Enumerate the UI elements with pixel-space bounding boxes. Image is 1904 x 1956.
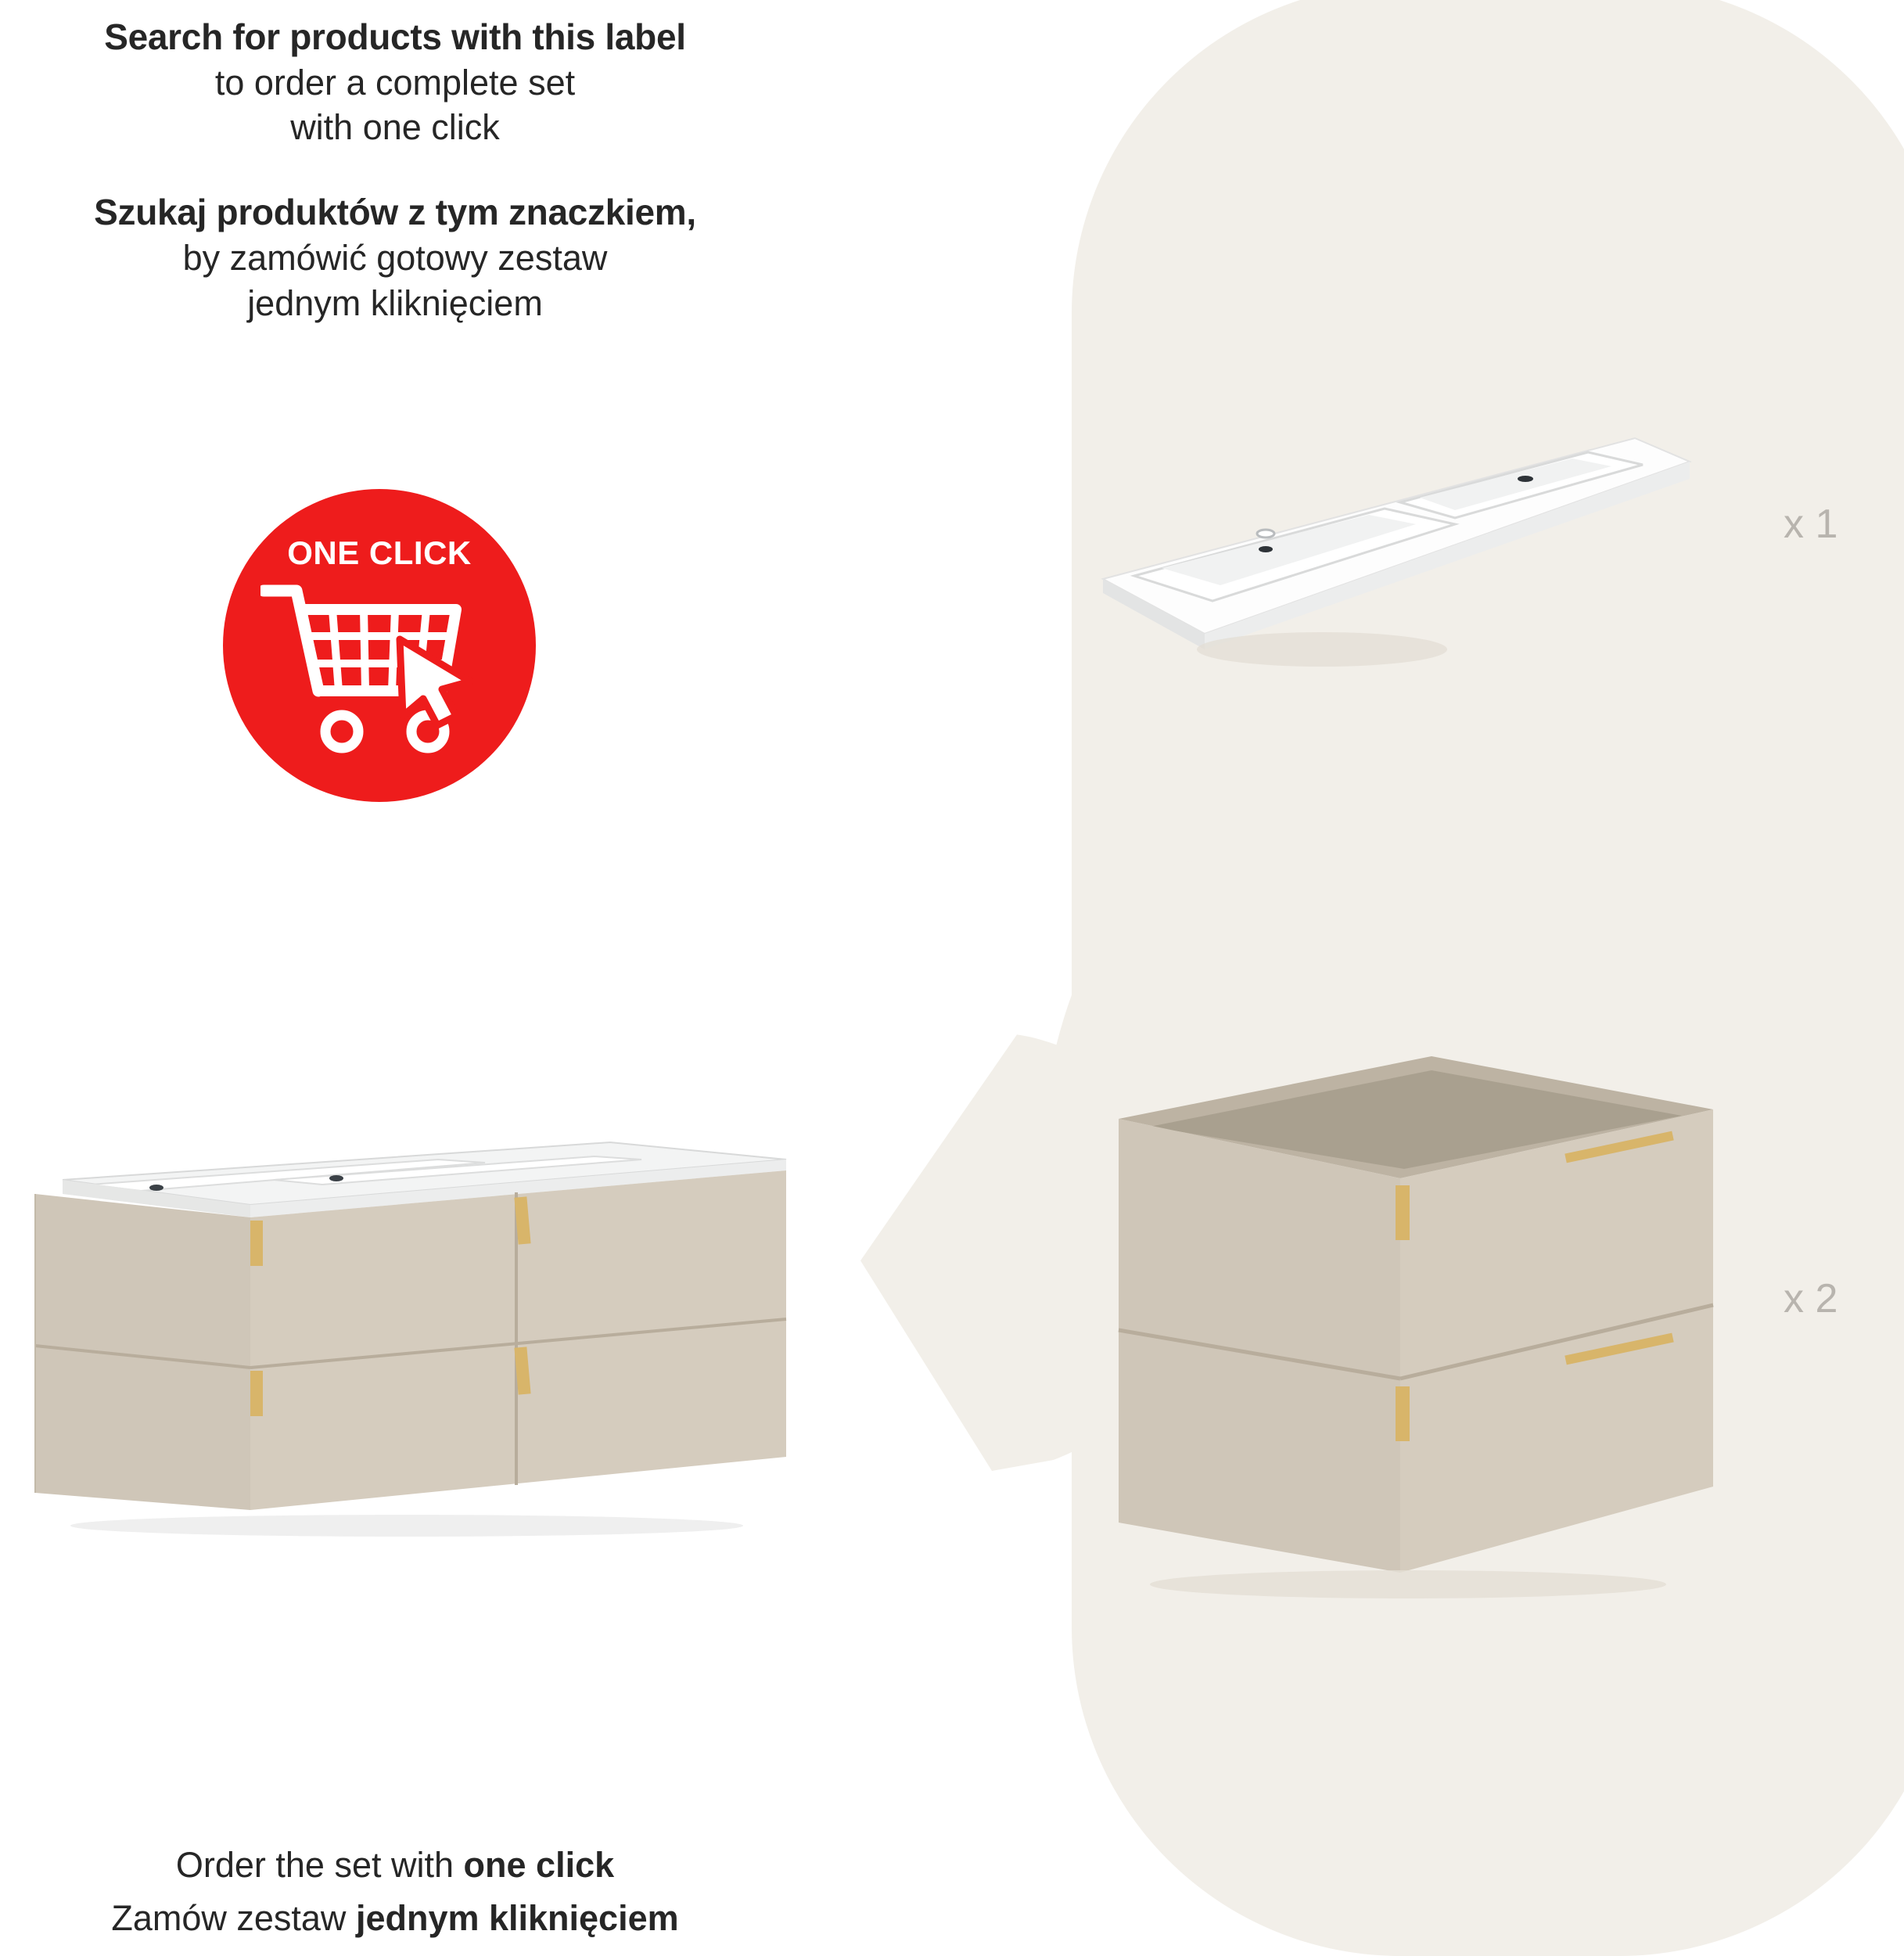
footer-pl-plain: Zamów zestaw [111, 1897, 356, 1938]
speech-bubble-background [841, 0, 1904, 1956]
headline-en-bold: Search for products with this label [104, 16, 686, 57]
footer-en-bold: one click [463, 1845, 615, 1885]
headline-pl-line1: by zamówić gotowy zestaw [182, 237, 608, 278]
product-complete-set-image [16, 1119, 790, 1541]
headline-pl-bold: Szukaj produktów z tym znaczkiem, [94, 192, 696, 233]
item-double-washbasin [1087, 415, 1697, 673]
headline-block [0, 0, 790, 325]
headline-pl-line2: jednym kliknięciem [247, 282, 543, 323]
footer-pl-bold: jednym kliknięciem [355, 1897, 679, 1938]
footer-en-plain: Order the set with [175, 1845, 464, 1885]
one-click-badge[interactable] [223, 489, 536, 802]
footer-pl [0, 1892, 790, 1945]
one-click-badge-label: ONE CLICK [287, 534, 472, 571]
headline-en-line1: to order a complete set [214, 62, 576, 102]
quantity-cabinet: x 2 [1784, 1276, 1838, 1321]
item-wall-cabinet [1095, 1025, 1721, 1604]
headline-en-line2: with one click [290, 107, 500, 148]
footer-block [0, 1839, 790, 1944]
footer-en [0, 1839, 790, 1892]
shopping-cart-cursor-icon [260, 581, 498, 761]
quantity-washbasin: x 1 [1784, 502, 1838, 547]
